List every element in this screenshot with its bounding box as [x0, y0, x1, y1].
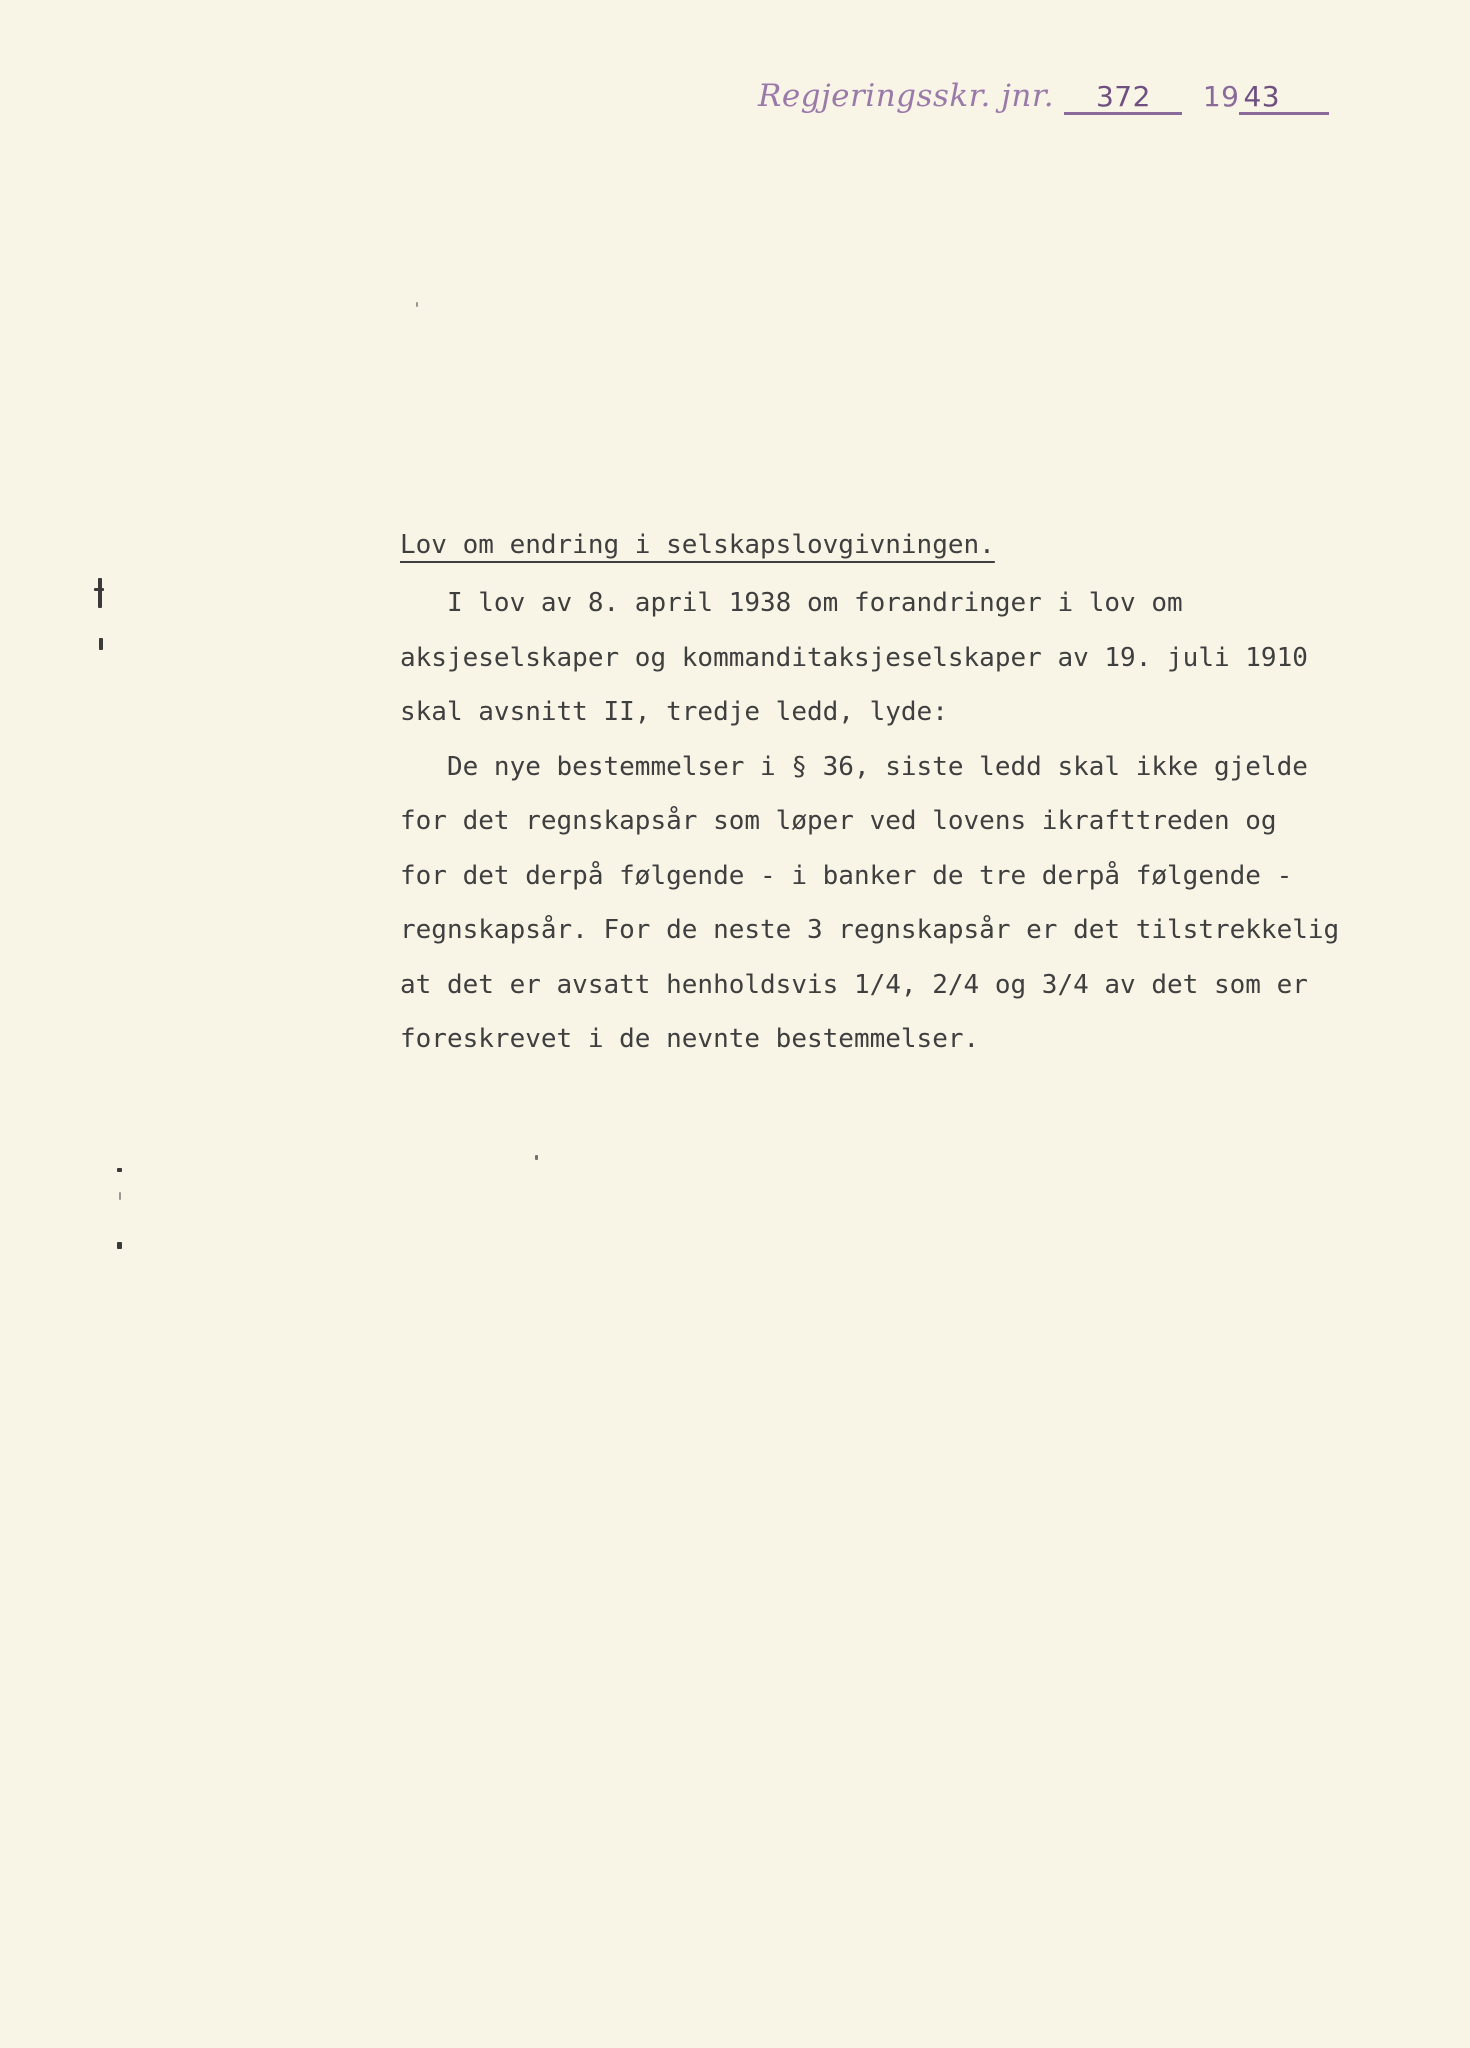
- margin-mark: [117, 1168, 122, 1172]
- stamp-year-prefix: 19: [1202, 80, 1240, 113]
- document-body: [400, 522, 1430, 1067]
- text-line: for det regnskapsår som løper ved lovens ikrafttreden og: [400, 806, 1277, 836]
- journal-number: 372: [1064, 82, 1182, 115]
- stamp-prefix: Regjeringsskr. jnr.: [758, 78, 1055, 114]
- text-line: I lov av 8. april 1938 om forandringer i lov om: [400, 588, 1183, 618]
- text-line: regnskapsår. For de neste 3 regnskapsår er det tilstrekkelig: [400, 915, 1340, 945]
- registry-stamp: [758, 78, 1329, 115]
- paragraph-1: [400, 576, 1430, 740]
- document-title: Lov om endring i selskapslovgivningen.: [400, 530, 995, 560]
- paragraph-2: [400, 740, 1430, 1067]
- text-line: aksjeselskaper og kommanditaksjeselskaper av 19. juli 1910: [400, 642, 1308, 673]
- text-line: foreskrevet i de nevnte bestemmelser.: [400, 1024, 980, 1054]
- stamp-year-suffix: 43: [1239, 82, 1329, 115]
- margin-mark: [416, 302, 418, 307]
- text-line: at det er avsatt henholdsvis 1/4, 2/4 og 3/4 av det som er: [400, 969, 1308, 1000]
- text-line: De nye bestemmelser i § 36, siste ledd skal ikke gjelde: [400, 751, 1308, 782]
- margin-mark: [117, 1242, 122, 1249]
- text-line: skal avsnitt II, tredje ledd, lyde:: [400, 697, 948, 727]
- margin-mark: [99, 638, 103, 650]
- margin-mark: [94, 588, 104, 591]
- margin-mark: [119, 1192, 121, 1200]
- margin-mark: [535, 1155, 538, 1160]
- margin-mark: [98, 578, 102, 608]
- text-line: for det derpå følgende - i banker de tre derpå følgende -: [400, 860, 1293, 891]
